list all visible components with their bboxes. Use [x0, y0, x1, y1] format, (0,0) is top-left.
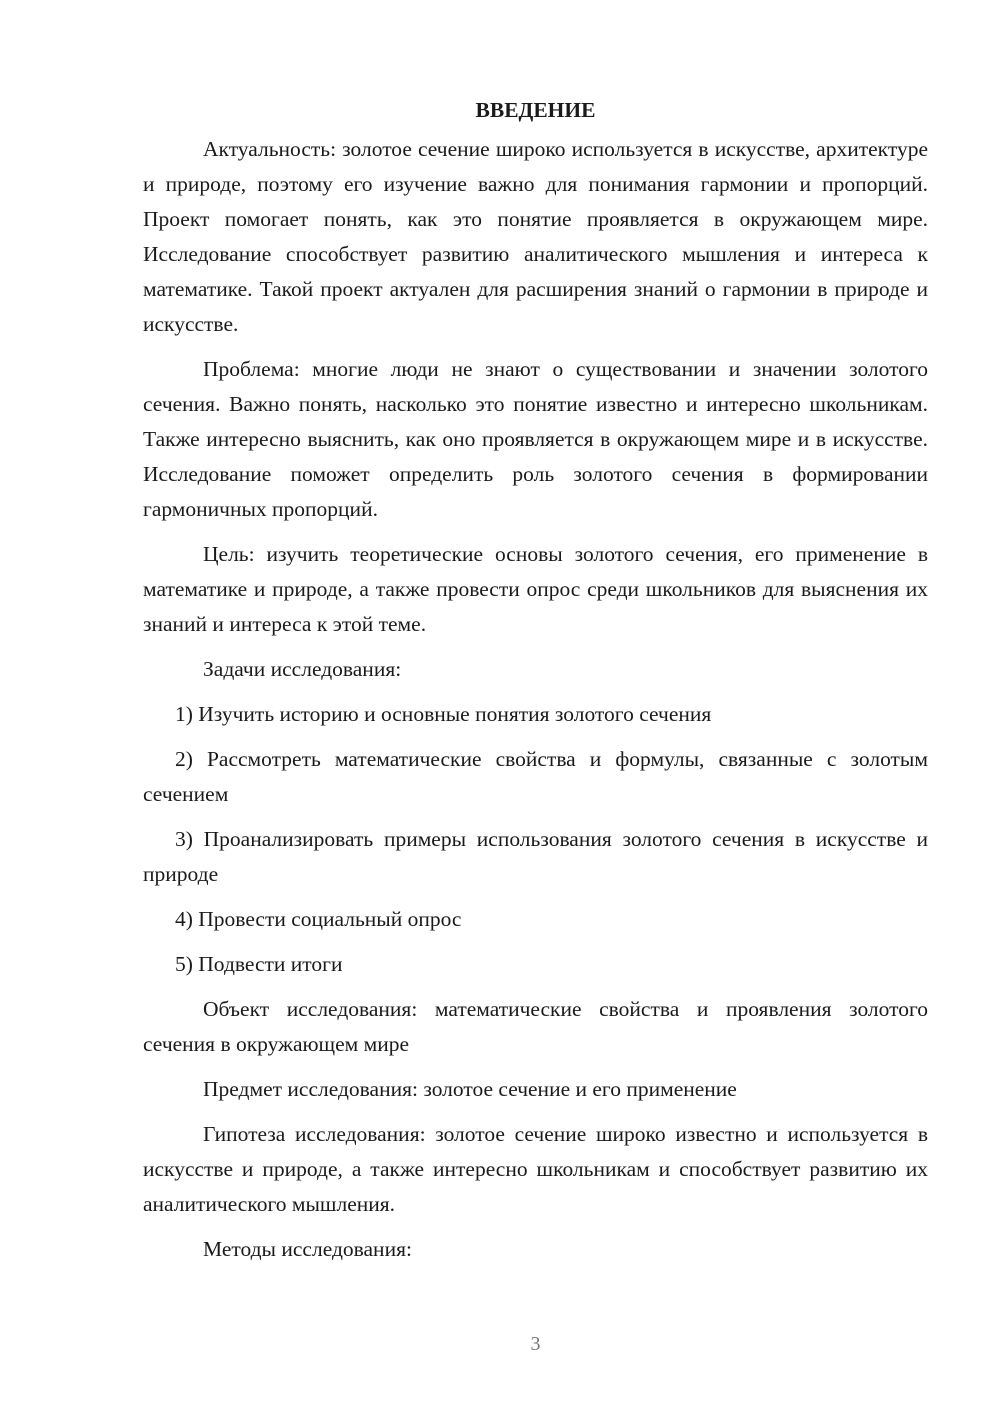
methods-heading: Методы исследования: [203, 1237, 412, 1261]
task-item: 5) Подвести итоги [175, 952, 343, 976]
task-item: 2) Рассмотреть математические свойства и формулы, связанные с золотым сечением [143, 747, 928, 806]
page-number: 3 [530, 1333, 541, 1355]
section-title: ВВЕДЕНИЕ [475, 98, 596, 122]
relevance-paragraph: Актуальность: золотое сечение широко используется в искусстве, архитектуре и природе, поэтому его изучение важно для понимания гармонии и пропорций. Проект помогает понять, как это понятие проявляется в окружающем мире. Исследование способствует развитию аналитического мышления и интереса к математике. Такой проект актуален для расширения знаний о гармонии в природе и искусстве. [143, 137, 928, 336]
subject-paragraph: Предмет исследования: золотое сечение и его применение [203, 1077, 737, 1101]
object-paragraph: Объект исследования: математические свойства и проявления золотого сечения в окружающем мире [143, 997, 928, 1056]
task-item: 1) Изучить историю и основные понятия золотого сечения [175, 702, 712, 726]
task-item: 3) Проанализировать примеры использования золотого сечения в искусстве и природе [143, 827, 928, 886]
task-item: 4) Провести социальный опрос [175, 907, 462, 931]
tasks-heading: Задачи исследования: [203, 657, 402, 681]
page-content [143, 92, 928, 1277]
hypothesis-paragraph: Гипотеза исследования: золотое сечение широко известно и используется в искусстве и природе, а также интересно школьникам и способствует развитию их аналитического мышления. [143, 1122, 928, 1216]
goal-paragraph: Цель: изучить теоретические основы золотого сечения, его применение в математике и природе, а также провести опрос среди школьников для выяснения их знаний и интереса к этой теме. [143, 542, 928, 636]
problem-paragraph: Проблема: многие люди не знают о существовании и значении золотого сечения. Важно понять, насколько это понятие известно и интересно школьникам. Также интересно выяснить, как оно проявляется в окружающем мире и в искусстве. Исследование поможет определить роль золотого сечения в формировании гармоничных пропорций. [143, 357, 928, 521]
